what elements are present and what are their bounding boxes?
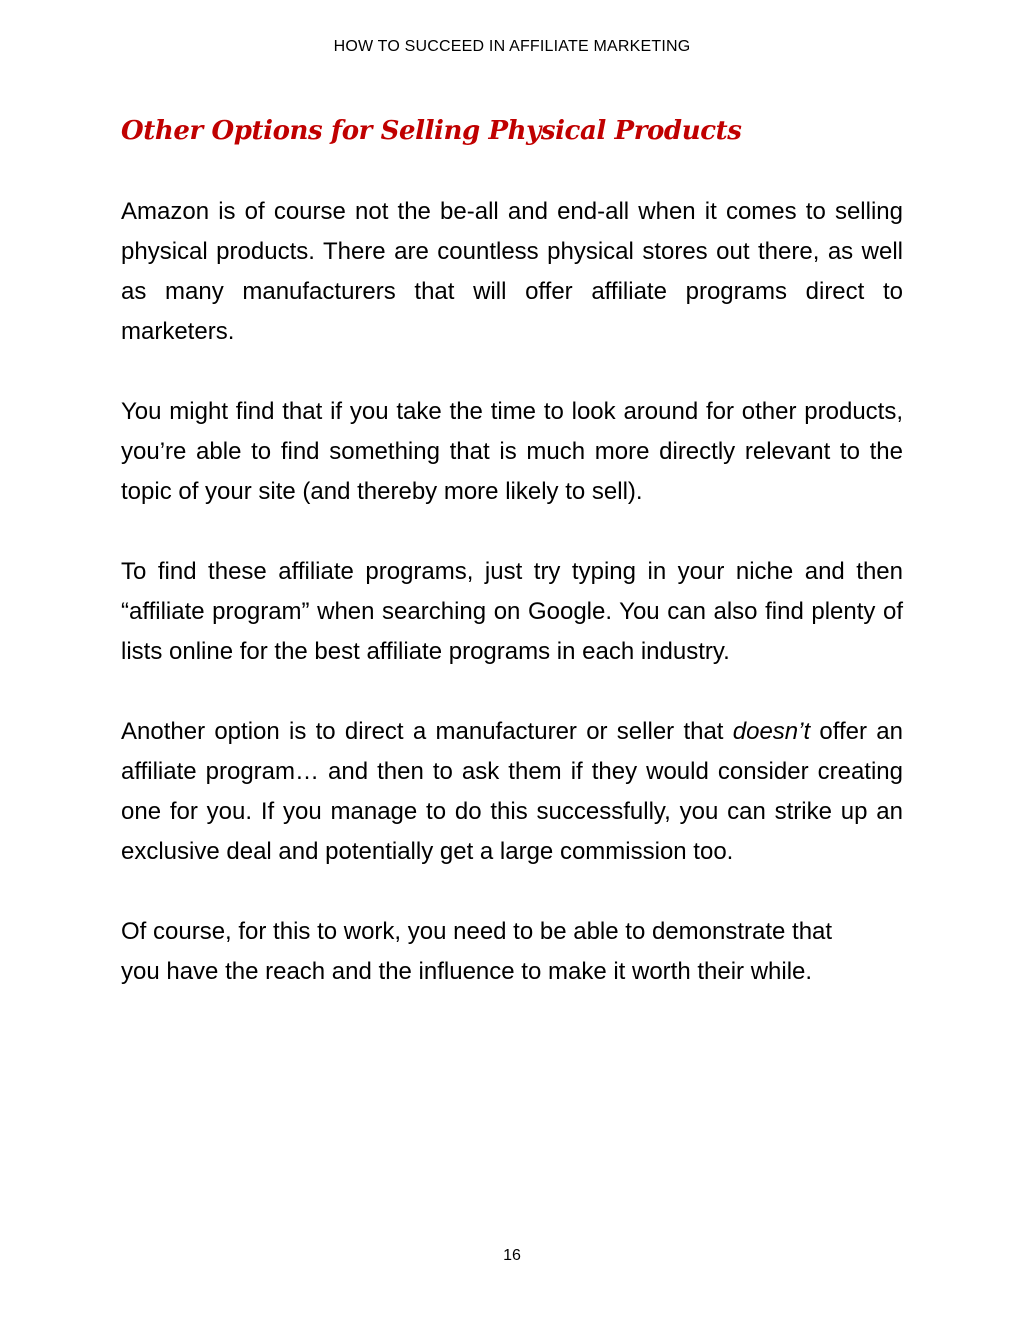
section-title: Other Options for Selling Physical Products — [121, 116, 742, 146]
page-number: 16 — [503, 1247, 521, 1264]
paragraph-find-programs: To find these affiliate programs, just try typing in your niche and then “affiliate program” when searching on Google. You can also find plenty of lists online for the best affiliate programs in each industry. — [121, 558, 903, 665]
body-text — [121, 192, 903, 1032]
paragraph-text-before-emphasis: Another option is to direct a manufacturer or seller that — [121, 718, 733, 745]
paragraph-ask-manufacturer — [121, 712, 903, 872]
paragraph-amazon-not-only-option: Amazon is of course not the be-all and end-all when it comes to selling physical products. There are countless physical stores out there, as well as many manufacturers that will offer affiliate programs direct to marketers. — [121, 198, 903, 345]
emphasis-doesnt: doesn’t — [732, 718, 811, 745]
paragraph-look-around: You might find that if you take the time to look around for other products, you’re able to find something that is much more directly relevant to the topic of your site (and thereby more likely to sell). — [121, 398, 903, 505]
running-header: HOW TO SUCCEED IN AFFILIATE MARKETING — [333, 38, 691, 55]
paragraph-text-after-emphasis: offer an affiliate program… and then to ask them if they would consider creating one for you. If you manage to do this successfully, you can strike up an exclusive deal and potentially get a large commission too. — [121, 718, 904, 865]
paragraph-demonstrate-reach: Of course, for this to work, you need to be able to demonstrate that you have the reach and the influence to make it worth their while. — [121, 918, 833, 985]
